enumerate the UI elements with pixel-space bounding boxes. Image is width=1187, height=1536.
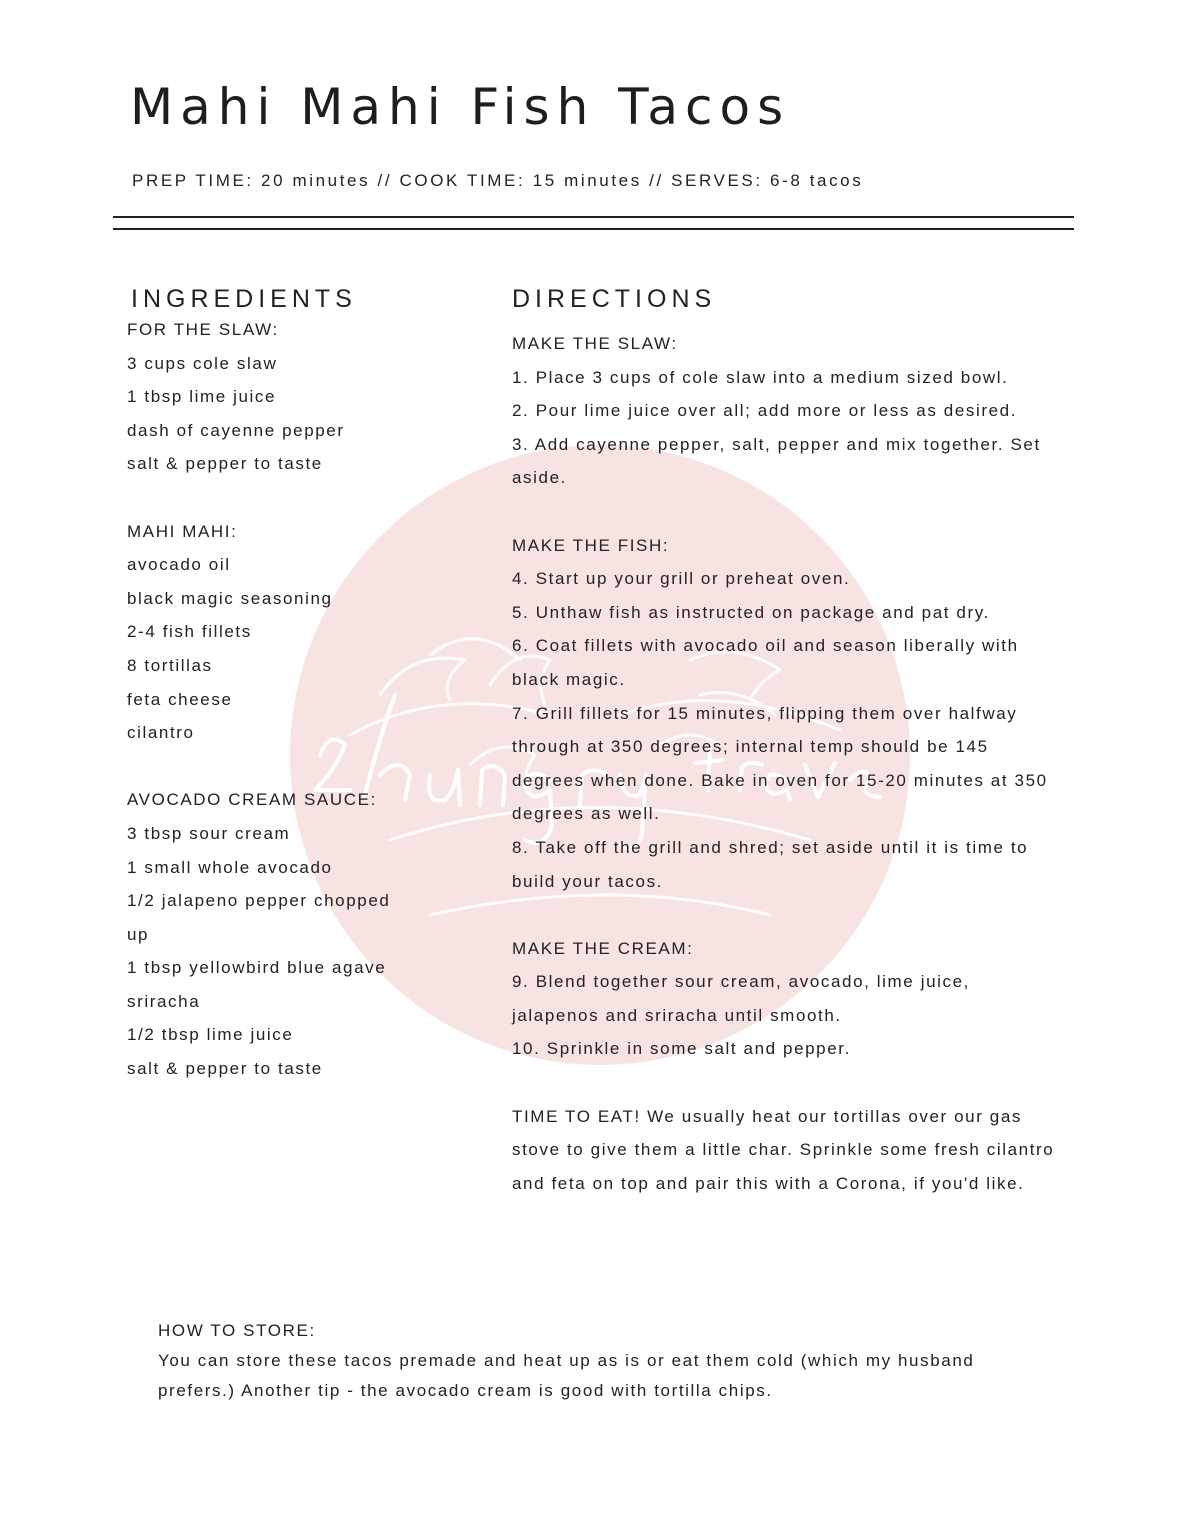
divider-top [113, 216, 1074, 218]
direction-line: through at 350 degrees; internal temp should be 145 [512, 737, 989, 757]
ingredients-heading: INGREDIENTS [131, 285, 357, 313]
divider-bottom [113, 228, 1074, 230]
spacer [512, 495, 1082, 529]
ingredient-line: FOR THE SLAW: [127, 320, 279, 339]
ingredient-line: salt & pepper to taste [127, 454, 323, 474]
recipe-meta: PREP TIME: 20 minutes // COOK TIME: 15 minutes // SERVES: 6-8 tacos [132, 171, 864, 190]
storage-line: prefers.) Another tip - the avocado cream is good with tortilla chips. [158, 1381, 773, 1400]
storage-line: You can store these tacos premade and heat up as is or eat them cold (which my husband [158, 1351, 975, 1370]
ingredient-line: up [127, 924, 150, 944]
direction-line: aside. [512, 468, 567, 488]
direction-line: 4. Start up your grill or preheat oven. [512, 569, 851, 589]
direction-line: 2. Pour lime juice over all; add more or less as desired. [512, 401, 1018, 421]
storage-heading: HOW TO STORE: [158, 1321, 316, 1340]
direction-line: 8. Take off the grill and shred; set aside until it is time to [512, 837, 1029, 857]
direction-line: and feta on top and pair this with a Corona, if you'd like. [512, 1173, 1025, 1193]
direction-line: stove to give them a little char. Sprinkle some fresh cilantro [512, 1140, 1055, 1160]
spacer [512, 1066, 1082, 1100]
ingredient-line: black magic seasoning [127, 588, 333, 608]
ingredient-line: 1/2 jalapeno pepper chopped [127, 891, 391, 911]
direction-line: build your tacos. [512, 871, 663, 891]
direction-line: 9. Blend together sour cream, avocado, lime juice, [512, 972, 970, 992]
direction-line: MAKE THE SLAW: [512, 334, 678, 353]
direction-line: black magic. [512, 669, 626, 689]
direction-line: TIME TO EAT! We usually heat our tortillas over our gas [512, 1106, 1023, 1126]
spacer [512, 898, 1082, 932]
ingredient-line: salt & pepper to taste [127, 1059, 323, 1079]
ingredient-line: 1 tbsp yellowbird blue agave [127, 958, 387, 978]
direction-line: 10. Sprinkle in some salt and pepper. [512, 1039, 851, 1059]
recipe-title: Mahi Mahi Fish Tacos [130, 78, 791, 136]
ingredient-line: feta cheese [127, 689, 233, 709]
storage-section [158, 1316, 1038, 1406]
direction-line: degrees when done. Bake in oven for 15-20 minutes at 350 [512, 770, 1048, 790]
directions-list [512, 327, 1082, 1200]
ingredient-line: 1/2 tbsp lime juice [127, 1025, 294, 1045]
ingredient-line: AVOCADO CREAM SAUCE: [127, 790, 377, 810]
ingredient-line: cilantro [127, 723, 195, 743]
ingredient-line: 3 tbsp sour cream [127, 823, 291, 843]
spacer [127, 750, 447, 784]
ingredient-line: 8 tortillas [127, 655, 213, 675]
direction-line: 3. Add cayenne pepper, salt, pepper and mix together. Set [512, 434, 1041, 454]
direction-line: 6. Coat fillets with avocado oil and season liberally with [512, 636, 1019, 656]
direction-line: MAKE THE CREAM: [512, 938, 694, 958]
direction-line: jalapenos and sriracha until smooth. [512, 1005, 842, 1025]
direction-line: 1. Place 3 cups of cole slaw into a medium sized bowl. [512, 367, 1009, 387]
ingredient-line: 1 small whole avocado [127, 857, 333, 877]
ingredient-line: 2-4 fish fillets [127, 622, 252, 642]
spacer [127, 481, 447, 515]
ingredient-line: avocado oil [127, 555, 231, 575]
directions-heading: DIRECTIONS [512, 285, 717, 313]
ingredient-line: 1 tbsp lime juice [127, 387, 277, 407]
direction-line: MAKE THE FISH: [512, 535, 670, 555]
ingredient-line: dash of cayenne pepper [127, 420, 345, 440]
direction-line: 5. Unthaw fish as instructed on package and pat dry. [512, 602, 990, 622]
ingredient-line: 3 cups cole slaw [127, 353, 278, 373]
direction-line: degrees as well. [512, 804, 661, 824]
ingredient-line: MAHI MAHI: [127, 521, 238, 541]
ingredient-line: sriracha [127, 991, 201, 1011]
ingredients-list [127, 313, 447, 1086]
direction-line: 7. Grill fillets for 15 minutes, flipping them over halfway [512, 703, 1018, 723]
